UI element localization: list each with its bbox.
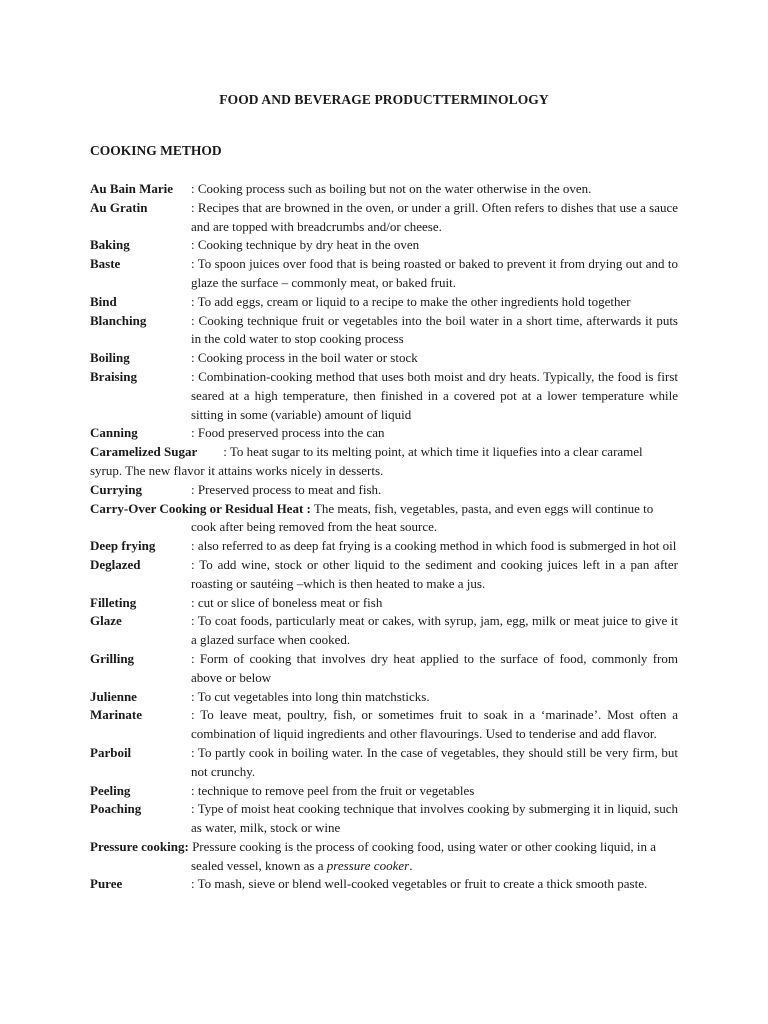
- glossary-term: Marinate: [90, 707, 142, 723]
- glossary-entry-boiling: [90, 349, 678, 368]
- section-heading: COOKING METHOD: [90, 143, 222, 158]
- glossary-definition: : technique to remove peel from the fruit or vegetables: [191, 782, 475, 798]
- glossary-definition: : also referred to as deep fat frying is a cooking method in which food is submerged in hot oil: [191, 538, 677, 554]
- glossary-definition: : Preserved process to meat and fish.: [191, 481, 382, 497]
- glossary-entry-carry-over-cooking: [90, 500, 678, 538]
- glossary-term: Au Bain Marie: [90, 181, 174, 196]
- glossary-entry-glaze: [90, 612, 678, 650]
- glossary-entry-baking: [90, 236, 678, 255]
- glossary-term: Deglazed: [90, 556, 141, 572]
- glossary-term: Julienne: [90, 688, 137, 704]
- glossary-term: Currying: [90, 481, 142, 497]
- glossary-definition: : To coat foods, particularly meat or cakes, with syrup, jam, egg, milk or meat juice to give it a glazed surface when cooked.: [191, 613, 678, 648]
- glossary-term: Braising: [90, 368, 137, 384]
- glossary-definition: : cut or slice of boneless meat or fish: [191, 594, 383, 610]
- glossary-term: Poaching: [90, 801, 142, 817]
- glossary-term: Baking: [90, 237, 130, 253]
- glossary-definition: : To add eggs, cream or liquid to a recipe to make the other ingredients hold together: [191, 293, 631, 309]
- glossary-definition: : To add wine, stock or other liquid to the sediment and cooking juices left in a pan after roasting or sautéing –which is then heated to make a jus.: [191, 556, 678, 591]
- glossary-entry-blanching: [90, 312, 678, 350]
- glossary-entry-parboil: [90, 744, 678, 782]
- glossary-entry-peeling: [90, 782, 678, 801]
- glossary-definition: The meats, fish, vegetables, pasta, and even eggs will continue to cook after being removed from the heat source.: [191, 500, 654, 535]
- glossary-entry-filleting: [90, 594, 678, 613]
- glossary-definition: : To mash, sieve or blend well-cooked vegetables or fruit to create a thick smooth paste.: [191, 876, 648, 892]
- glossary-entry-braising: [90, 368, 678, 424]
- document-title: FOOD AND BEVERAGE PRODUCTTERMINOLOGY: [219, 92, 549, 107]
- glossary-entry-au-gratin: [90, 199, 678, 237]
- glossary-term: Baste: [90, 256, 121, 272]
- glossary-term: Parboil: [90, 744, 132, 760]
- glossary-entry-marinate: [90, 706, 678, 744]
- glossary-term: Bind: [90, 293, 117, 309]
- glossary-term: Grilling: [90, 650, 135, 666]
- glossary-definition: : To heat sugar to its melting point, at which time it liquefies into a clear caramel syrup. The new flavor it attains works nicely in desserts.: [90, 444, 643, 478]
- glossary-definition: : Type of moist heat cooking technique that involves cooking by submerging it in liquid, such as water, milk, stock or wine: [191, 801, 678, 836]
- glossary-entry-baste: [90, 255, 678, 293]
- glossary-term: Filleting: [90, 594, 137, 610]
- glossary-entry-grilling: [90, 650, 678, 688]
- glossary-definition: : Cooking technique by dry heat in the oven: [191, 237, 420, 253]
- glossary-entry-deep-frying: [90, 537, 678, 556]
- glossary-definition: : Combination-cooking method that uses both moist and dry heats. Typically, the food is first seared at a high temperature, then finished in a covered pot at a lower temperature while sitting in some (variable) amount of liquid: [191, 368, 678, 422]
- glossary-definition: Pressure cooking is the process of cooking food, using water or other cooking liquid, in a sealed vessel, known as a: [191, 838, 657, 873]
- glossary-entry-au-bain-marie: [90, 180, 678, 199]
- glossary-definition-end: .: [409, 857, 413, 873]
- glossary-entry-caramelized-sugar: [90, 443, 678, 481]
- glossary-term: Peeling: [90, 782, 131, 798]
- glossary-definition: : To partly cook in boiling water. In the case of vegetables, they should still be very firm, but not crunchy.: [191, 744, 678, 779]
- glossary-term: Carry-Over Cooking or Residual Heat :: [90, 500, 311, 516]
- glossary-term: Au Gratin: [90, 199, 148, 215]
- glossary-term: Boiling: [90, 350, 130, 366]
- glossary-list: [90, 180, 678, 894]
- glossary-term: Deep frying: [90, 538, 156, 554]
- glossary-entry-puree: [90, 875, 678, 894]
- glossary-term: Canning: [90, 425, 138, 441]
- glossary-definition: : Cooking technique fruit or vegetables into the boil water in a short time, afterwards it puts in the cold water to stop cooking process: [191, 312, 678, 347]
- glossary-term: Pressure cooking:: [90, 838, 189, 854]
- glossary-definition: : Recipes that are browned in the oven, or under a grill. Often refers to dishes that use a sauce and are topped with breadcrumbs and/or cheese.: [191, 199, 678, 234]
- glossary-entry-poaching: [90, 800, 678, 838]
- glossary-definition: : To leave meat, poultry, fish, or sometimes fruit to soak in a ‘marinade’. Most often a combination of liquid ingredients and other flavourings. Used to tenderise and add flavor.: [191, 707, 678, 742]
- glossary-entry-bind: [90, 293, 678, 312]
- glossary-entry-canning: [90, 424, 678, 443]
- glossary-term: Puree: [90, 876, 123, 892]
- glossary-entry-julienne: [90, 688, 678, 707]
- glossary-definition: : Cooking process in the boil water or stock: [191, 350, 418, 366]
- glossary-term: Caramelized Sugar: [90, 444, 198, 460]
- glossary-term: Glaze: [90, 613, 122, 629]
- glossary-entry-currying: [90, 481, 678, 500]
- glossary-entry-deglazed: [90, 556, 678, 594]
- glossary-definition: : To spoon juices over food that is being roasted or baked to prevent it from drying out and to glaze the surface – commonly meat, or baked fruit.: [191, 256, 678, 290]
- glossary-definition: : Food preserved process into the can: [191, 425, 385, 441]
- glossary-entry-pressure-cooking: [90, 838, 678, 876]
- glossary-definition: : To cut vegetables into long thin matchsticks.: [191, 688, 430, 704]
- glossary-definition: : Form of cooking that involves dry heat applied to the surface of food, commonly from above or below: [191, 650, 678, 685]
- glossary-definition-emphasis: pressure cooker: [326, 857, 410, 873]
- glossary-definition: : Cooking process such as boiling but not on the water otherwise in the oven.: [191, 181, 592, 196]
- glossary-term: Blanching: [90, 312, 147, 328]
